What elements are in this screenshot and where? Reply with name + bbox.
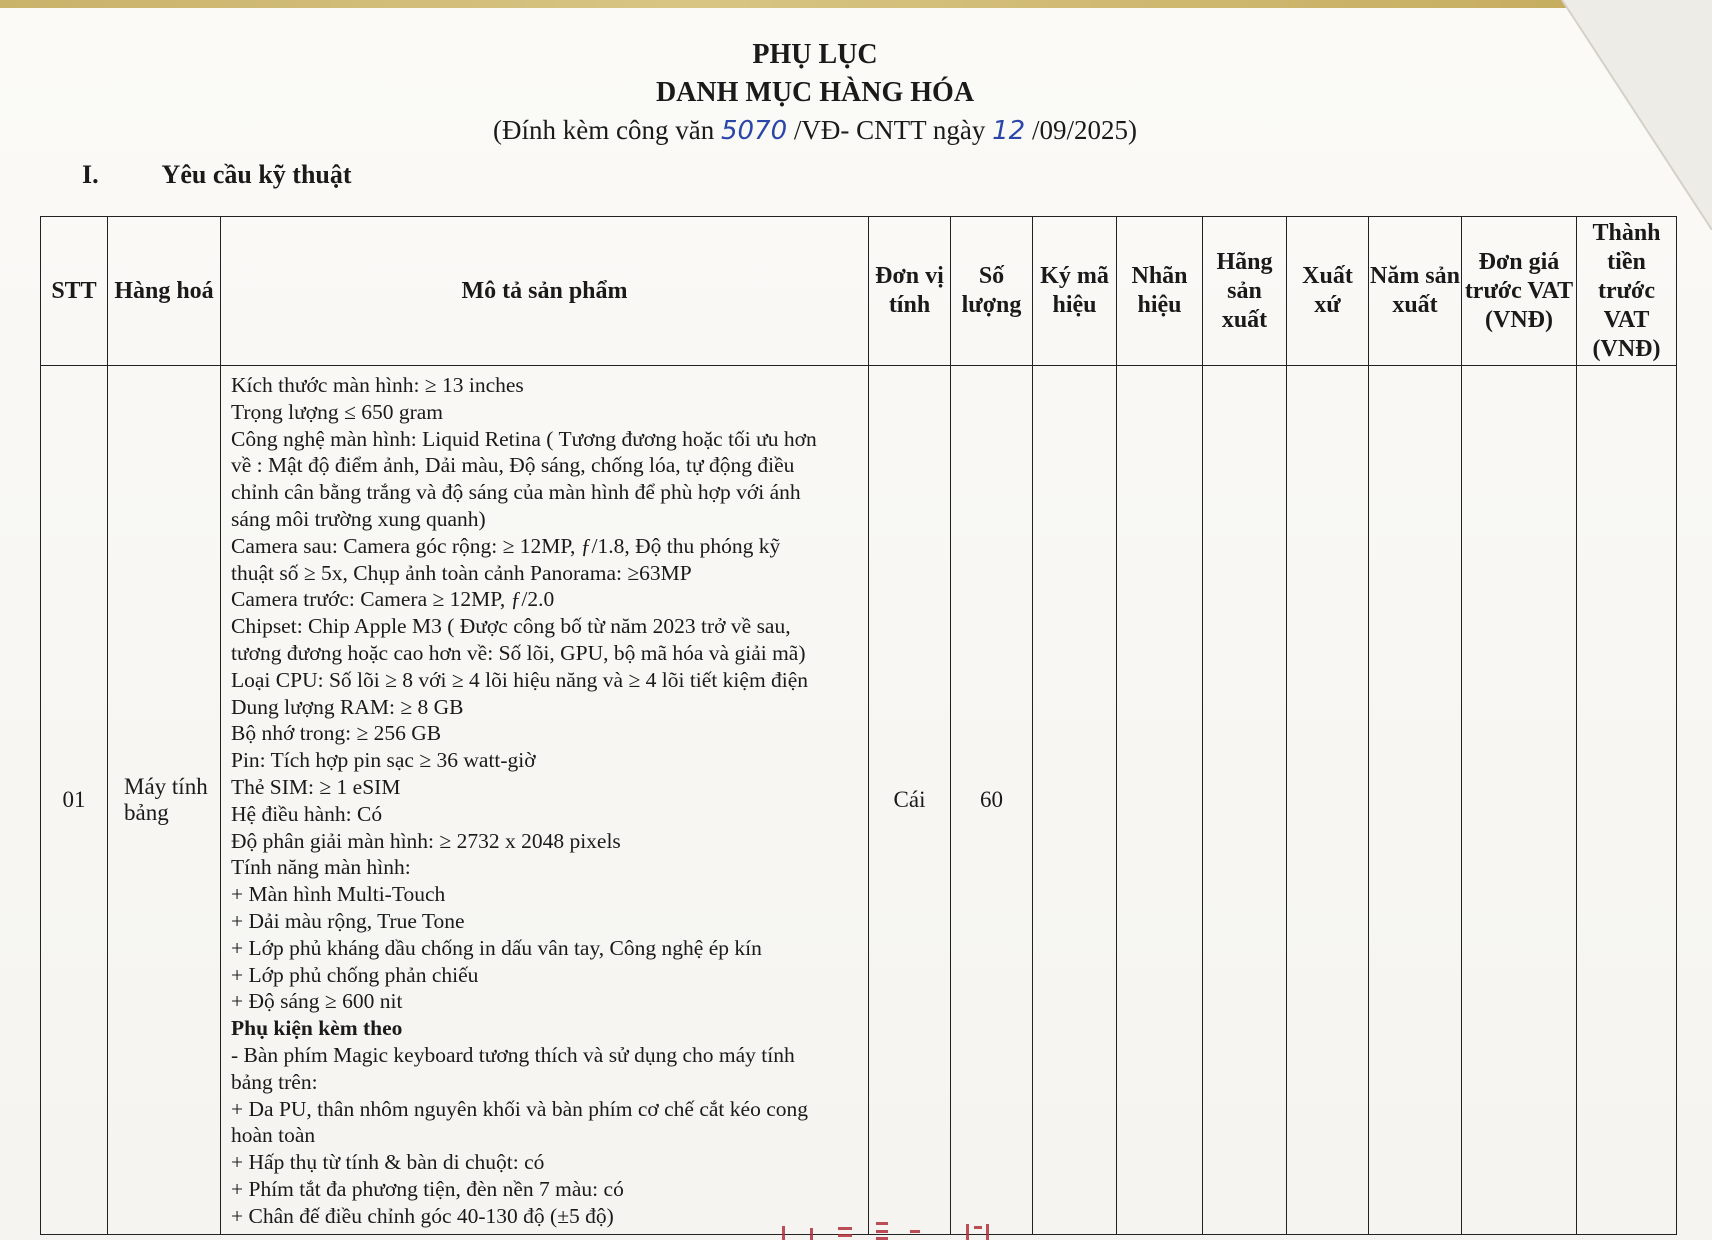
desc-line: + Da PU, thân nhôm nguyên khối và bàn phím cơ chế cắt kéo cong bbox=[231, 1096, 808, 1121]
header-maker: Hãng sản xuất bbox=[1203, 217, 1287, 366]
section-title: Yêu cầu kỹ thuật bbox=[161, 160, 352, 189]
desc-line: Công nghệ màn hình: Liquid Retina ( Tương đương hoặc tối ưu hơn bbox=[231, 426, 817, 451]
desc-line: chỉnh cân bằng trắng và độ sáng của màn hình để phù hợp với ánh bbox=[231, 480, 801, 505]
handwritten-doc-number: 5070 bbox=[720, 116, 788, 146]
desc-line: về : Mật độ điểm ảnh, Dải màu, Độ sáng, chống lóa, tự động điều bbox=[231, 453, 795, 478]
reference-suffix: /09/2025) bbox=[1031, 115, 1137, 145]
cell-unit-price bbox=[1462, 366, 1577, 1235]
cell-maker bbox=[1203, 366, 1287, 1235]
header-unit-price: Đơn giá trước VAT (VNĐ) bbox=[1462, 217, 1577, 366]
cell-stt: 01 bbox=[41, 366, 108, 1235]
header-origin: Xuất xứ bbox=[1287, 217, 1369, 366]
reference-prefix: (Đính kèm công văn bbox=[493, 115, 715, 145]
desc-line: Camera trước: Camera ≥ 12MP, ƒ/2.0 bbox=[231, 587, 555, 612]
goods-list-title: DANH MỤC HÀNG HÓA bbox=[655, 77, 975, 108]
stamp-fragment-icon bbox=[780, 1218, 1010, 1240]
desc-line: + Lớp phủ kháng dầu chống in dấu vân tay, Công nghệ ép kín bbox=[231, 935, 762, 960]
cell-total bbox=[1577, 366, 1677, 1235]
header-description: Mô tả sản phẩm bbox=[221, 217, 869, 366]
document-header bbox=[0, 36, 1630, 149]
desc-line: Trọng lượng ≤ 650 gram bbox=[231, 399, 444, 424]
desc-line: Dung lượng RAM: ≥ 8 GB bbox=[231, 694, 464, 719]
cell-quantity: 60 bbox=[951, 366, 1033, 1235]
desc-line: + Lớp phủ chống phản chiếu bbox=[231, 962, 479, 987]
header-goods: Hàng hoá bbox=[108, 217, 221, 366]
cell-description bbox=[221, 366, 869, 1235]
desc-line: Kích thước màn hình: ≥ 13 inches bbox=[231, 373, 524, 397]
cell-year bbox=[1369, 366, 1462, 1235]
desc-line: + Dải màu rộng, True Tone bbox=[231, 908, 465, 933]
goods-table bbox=[40, 216, 1677, 1235]
section-heading bbox=[82, 160, 352, 190]
table-row bbox=[41, 366, 1677, 1235]
desc-line: Camera sau: Camera góc rộng: ≥ 12MP, ƒ/1.8, Độ thu phóng kỹ bbox=[231, 533, 781, 558]
header-stt: STT bbox=[41, 217, 108, 366]
header-code: Ký mã hiệu bbox=[1033, 217, 1117, 366]
desc-line: + Chân đế điều chỉnh góc 40-130 độ (±5 độ) bbox=[231, 1203, 614, 1228]
desc-line: + Độ sáng ≥ 600 nit bbox=[231, 989, 403, 1014]
desc-line: bảng trên: bbox=[231, 1069, 318, 1094]
cell-origin bbox=[1287, 366, 1369, 1235]
desc-line: Loại CPU: Số lõi ≥ 8 với ≥ 4 lõi hiệu năng và ≥ 4 lõi tiết kiệm điện bbox=[231, 667, 809, 692]
cell-label bbox=[1117, 366, 1203, 1235]
header-total: Thành tiền trước VAT (VNĐ) bbox=[1577, 217, 1677, 366]
scan-edge bbox=[0, 0, 1712, 8]
cell-code bbox=[1033, 366, 1117, 1235]
header-unit: Đơn vị tính bbox=[869, 217, 951, 366]
section-number: I. bbox=[82, 160, 99, 189]
desc-line: Chipset: Chip Apple M3 ( Được công bố từ năm 2023 trở về sau, bbox=[231, 614, 791, 639]
desc-line: thuật số ≥ 5x, Chụp ảnh toàn cảnh Panorama: ≥63MP bbox=[231, 560, 692, 585]
table-header-row bbox=[41, 217, 1677, 366]
desc-line: - Bàn phím Magic keyboard tương thích và sử dụng cho máy tính bbox=[231, 1042, 795, 1067]
desc-line: + Hấp thụ từ tính & bàn di chuột: có bbox=[231, 1150, 545, 1175]
desc-line: + Màn hình Multi-Touch bbox=[231, 882, 446, 907]
appendix-title: PHỤ LỤC bbox=[752, 39, 878, 70]
desc-line: Tính năng màn hình: bbox=[231, 855, 411, 880]
desc-line: Pin: Tích hợp pin sạc ≥ 36 watt-giờ bbox=[231, 748, 536, 773]
desc-line: sáng môi trường xung quanh) bbox=[231, 506, 486, 531]
cell-goods: Máy tính bảng bbox=[108, 366, 221, 1235]
desc-line: tương đương hoặc cao hơn về: Số lõi, GPU, bộ mã hóa và giải mã) bbox=[231, 640, 806, 665]
handwritten-day: 12 bbox=[992, 116, 1026, 146]
desc-line: Bộ nhớ trong: ≥ 256 GB bbox=[231, 721, 442, 746]
desc-line: + Phím tắt đa phương tiện, đèn nền 7 màu: có bbox=[231, 1176, 624, 1201]
desc-line: Thẻ SIM: ≥ 1 eSIM bbox=[231, 774, 401, 799]
desc-line: Độ phân giải màn hình: ≥ 2732 x 2048 pixels bbox=[231, 828, 621, 853]
header-year: Năm sản xuất bbox=[1369, 217, 1462, 366]
cell-unit: Cái bbox=[869, 366, 951, 1235]
desc-line: Hệ điều hành: Có bbox=[231, 801, 383, 826]
header-quantity: Số lượng bbox=[951, 217, 1033, 366]
header-label: Nhãn hiệu bbox=[1117, 217, 1203, 366]
desc-line-accessories-heading: Phụ kiện kèm theo bbox=[231, 1016, 403, 1041]
attachment-reference bbox=[0, 112, 1630, 149]
desc-line: hoàn toàn bbox=[231, 1123, 316, 1148]
reference-mid: /VĐ- CNTT ngày bbox=[793, 115, 986, 145]
